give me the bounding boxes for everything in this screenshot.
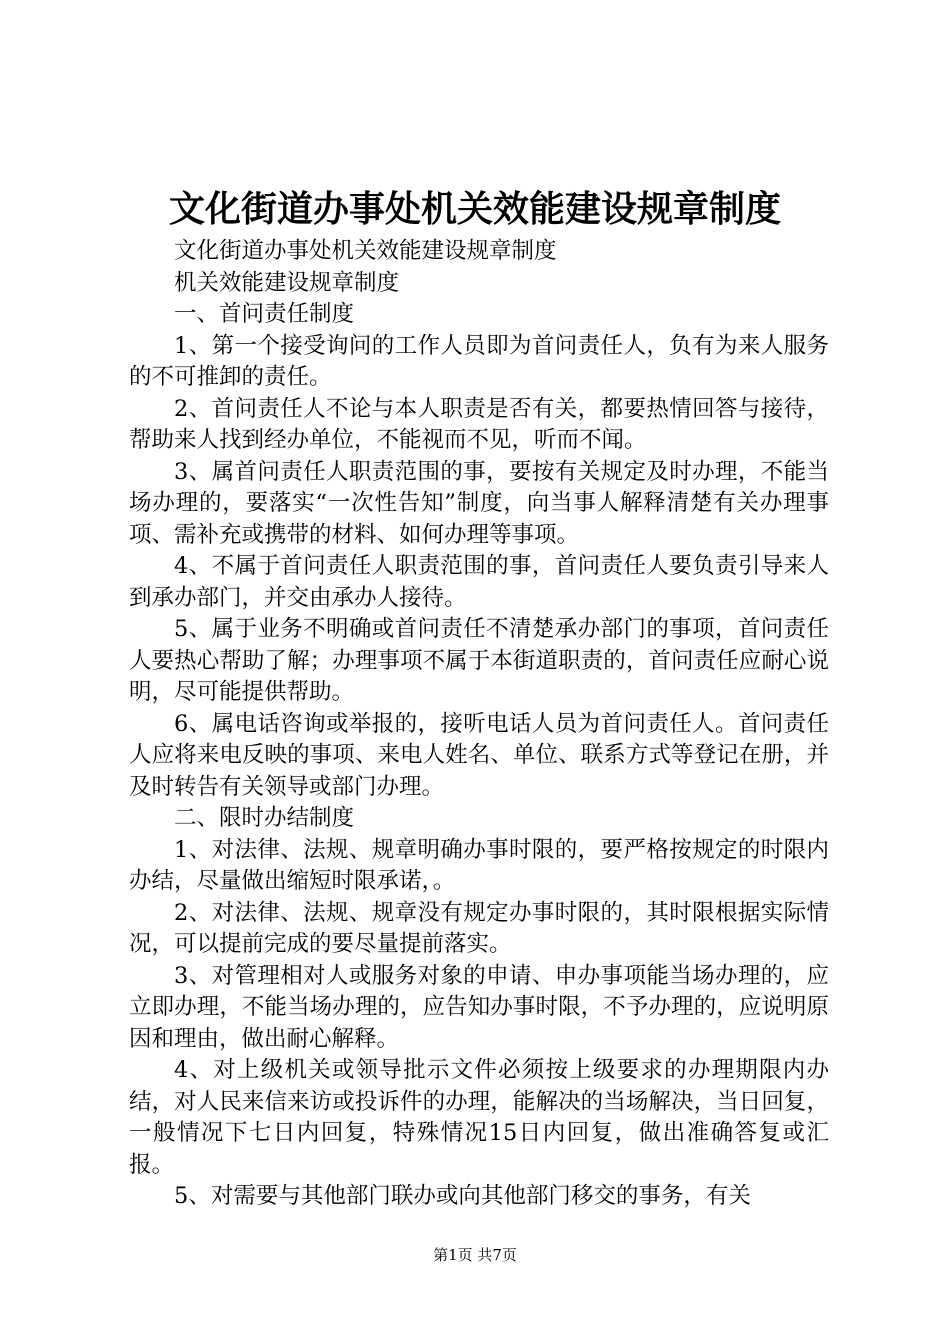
- paragraph: 6、属电话咨询或举报的，接听电话人员为首问责任人。首问责任人应将来电反映的事项、来电人姓名、单位、联系方式等登记在册，并及时转告有关领导或部门办理。: [129, 710, 829, 800]
- paragraph: 文化街道办事处机关效能建设规章制度: [174, 238, 557, 264]
- paragraph: 机关效能建设规章制度: [174, 269, 400, 296]
- paragraph: 4、对上级机关或领导批示文件必须按上级要求的办理期限内办结，对人民来信来访或投诉件的办理，能解决的当场解决，当日回复，一般情况下七日内回复，特殊情况15日内回复，做出准确答复或汇报。: [129, 1057, 829, 1178]
- document-title: 文化街道办事处机关效能建设规章制度: [168, 188, 781, 230]
- paragraph: 5、属于业务不明确或首问责任不清楚承办部门的事项，首问责任人要热心帮助了解；办理事项不属于本街道职责的，首问责任应耐心说明，尽可能提供帮助。: [129, 616, 829, 705]
- paragraph: 1、对法律、法规、规章明确办事时限的，要严格按规定的时限内办结，尽量做出缩短时限承诺，。: [129, 836, 829, 894]
- paragraph: 5、对需要与其他部门联办或向其他部门移交的事务，有关: [174, 1183, 751, 1209]
- paragraph: 2、首问责任人不论与本人职责是否有关，都要热情回答与接待，帮助来人找到经办单位，不能视而不见，听而不闻。: [129, 395, 829, 453]
- paragraph: 2、对法律、法规、规章没有规定办事时限的，其时限根据实际情况，可以提前完成的要尽量提前落实。: [129, 899, 829, 957]
- paragraph: 3、属首问责任人职责范围的事，要按有关规定及时办理，不能当场办理的，要落实“一次性告知”制度，向当事人解释清楚有关办理事项、需补充或携带的材料、如何办理等事项。: [129, 458, 829, 548]
- paragraph: 1、第一个接受询问的工作人员即为首问责任人，负有为来人服务的不可推卸的责任。: [129, 332, 829, 390]
- document-body: [129, 236, 829, 1213]
- section-heading: 二、限时办结制度: [174, 805, 355, 831]
- paragraph: 4、不属于首问责任人职责范围的事，首问责任人要负责引导来人到承办部门，并交由承办人接待。: [129, 553, 829, 611]
- paragraph: 3、对管理相对人或服务对象的申请、申办事项能当场办理的，应立即办理，不能当场办理的，应告知办事时限，不予办理的，应说明原因和理由，做出耐心解释。: [129, 962, 829, 1052]
- section-heading: 一、首问责任制度: [174, 301, 355, 327]
- page-footer: 第1页 共7页: [433, 1246, 517, 1264]
